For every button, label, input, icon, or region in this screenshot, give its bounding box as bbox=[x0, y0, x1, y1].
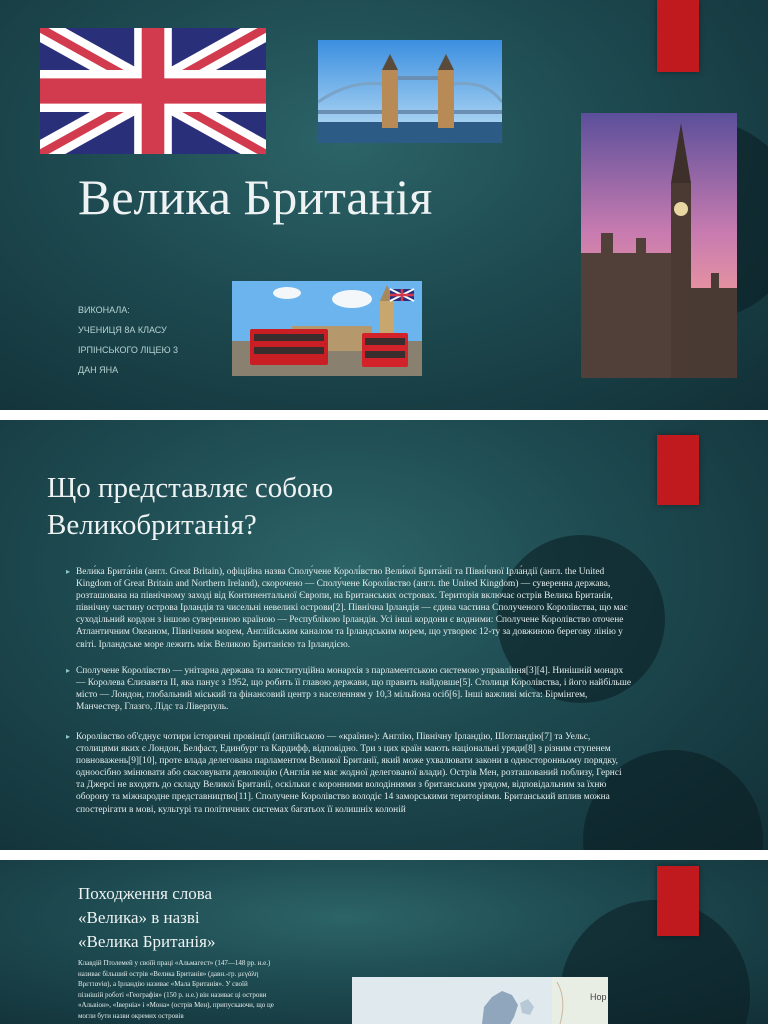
author-line: УЧЕНИЦЯ 8А КЛАСУ bbox=[78, 325, 167, 335]
author-line: ДАН ЯНА bbox=[78, 365, 119, 375]
map-image bbox=[352, 977, 608, 1024]
tower-bridge-image bbox=[318, 40, 502, 143]
union-jack-flag-image bbox=[40, 28, 266, 154]
red-buses-image bbox=[232, 281, 422, 376]
slide-title: Що представляє собою Великобританія? bbox=[47, 472, 334, 541]
bullet-paragraph: ▸ Королівство об'єднує чотири історичні провінції (англійською — «країни»): Англію, Північну Ірландію, Шотландію[7] та Уельс, столицями яких є Лондон, Белфаст, Единбург та Кардифф, відповідно. Три з цих країн мають національні уряди[8] з різним ступенем повноважень[9][10], проте влада делегована парламентом Великої Британії, який може ухвалювати закони в односторонньому порядку, одноосібно змінювати або скасовувати деволюцію (Англія не має жодної делегованої влади). Острів Мен, розташований поблизу, Гернсі та Джерсі не входять до складу Великої Британії, оскільки є коронними володіннями з британським урядом, відповідальним за їхню оборону та міжнародне представництво[11]. Сполучене Королівство володіє 14 заморськими територіями. Британський вплив можна спостерігати в мові, культурі та політичних системах багатьох її колишніх колоній bbox=[76, 731, 632, 816]
etymology-slide bbox=[0, 860, 768, 1024]
map-label: Нор bbox=[590, 992, 607, 1002]
title-line: Походження слова bbox=[78, 884, 213, 903]
author-info bbox=[78, 300, 178, 380]
title-line: «Велика» в назві bbox=[78, 908, 200, 927]
author-line: ІРПІНСЬКОГО ЛІЦЕЮ 3 bbox=[78, 345, 179, 355]
slide-title bbox=[78, 882, 298, 954]
info-slide bbox=[0, 420, 768, 850]
title-slide bbox=[0, 0, 768, 410]
accent-bar bbox=[657, 435, 699, 505]
accent-bar bbox=[657, 0, 699, 72]
slide-title: Велика Британія bbox=[78, 169, 433, 225]
accent-bar bbox=[657, 866, 699, 936]
author-line: ВИКОНАЛА: bbox=[78, 305, 130, 315]
bullet-paragraph: ▸ Вели́ка Брита́нія (англ. Great Britain), офіційна назва Сполу́чене Королі́вство Вели́кої Брита́нії та Півні́чної Ірла́ндії (англ. the United Kingdom of Great Britain and Northern Ireland), скорочено — Сполу́чене Королі́вство (англ. the United Kingdom) — суверенна держава, розташована на північному заході від Континентальної Європи, на Британських островах. Територія включає острів Велика Британія, північну частину острова Ірландія та чисельні невеликі острови[2]. Північна Ірландія — єдина частина Сполученого Королівства, що має суходільний кордон з іншою суверенною країною — Республікою Ірландія. Усі інші кордони є водними: Сполучене Королівство оточене Атлантичним Океаном, Північним морем, Англійським каналом та Ірландським морем, що утворює 12-ту за довжиною берегову лінію у світі. Ірландське море лежить між Великою Британією та Ірландією. bbox=[76, 566, 632, 651]
big-ben-image bbox=[581, 113, 737, 378]
bullet-paragraph: ▸ Сполучене Королівство — унітарна держава та конституційна монархія з парламентською системою управління[3][4]. Нинішній монарх — Королева Єлизавета II, яка панує з 1952, що робить її главою держави, що править найдовше[5]. Столиця Королівства, і його найбільше місто — Лондон, глобальний міський та фінансовий центр з населенням у 10,3 мільйона осіб[6]. Інші важливі міста: Бірмінгем, Манчестер, Глазго, Лідс та Ліверпуль. bbox=[76, 665, 632, 713]
title-line: «Велика Британія» bbox=[78, 932, 216, 951]
etymology-text: Клавдій Птолемей у своїй праці «Альмагест» (147—148 рр. н.е.) називає більший острів «Велика Британія» (давн.-гр. μεγάλη Βρεττανία), а Ірландію називає «Мала Британія». У своїй пізнішій роботі «Географія» (150 р. н.е.) він називає ці острови «Альвіон», «Іверніа» і «Мона» (острів Мен), припускаючи, що це могли бути назви окремих островів bbox=[78, 959, 274, 1020]
